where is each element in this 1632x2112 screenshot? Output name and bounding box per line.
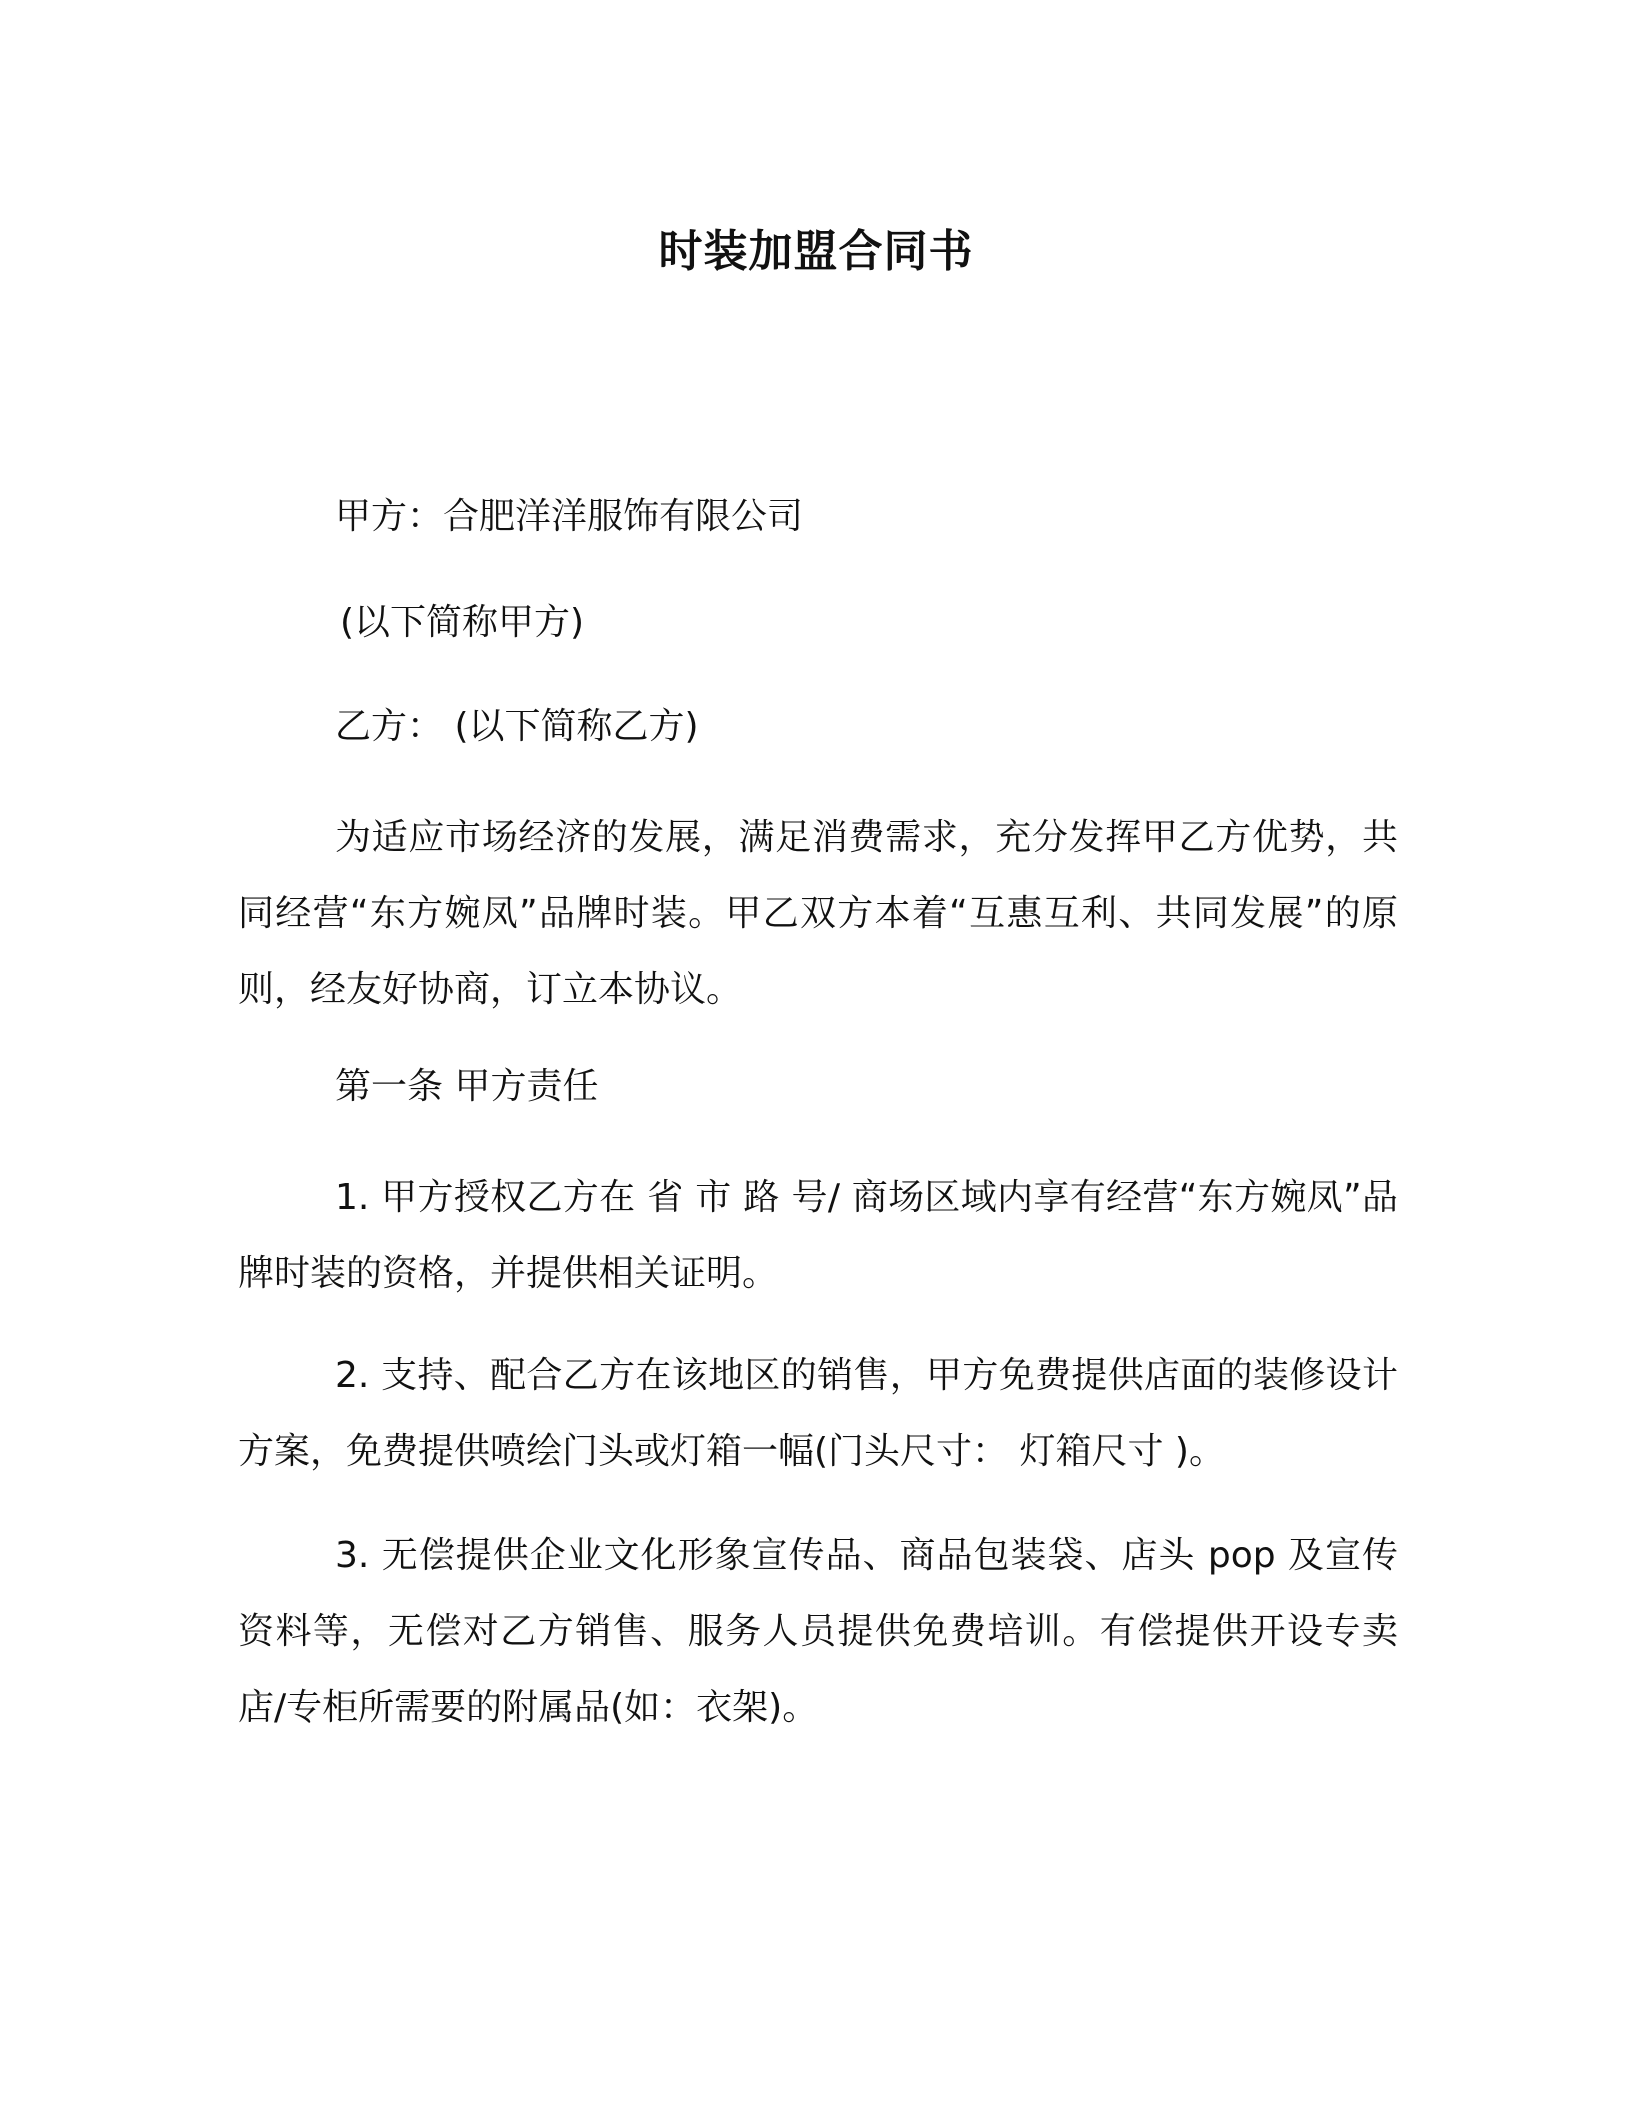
- article-1-heading: 第一条 甲方责任: [335, 1066, 599, 1107]
- clause-1-paragraph: 1. 甲方授权乙方在 省 市 路 号/ 商场区域内享有经营“东方婉凤”品牌时装的资格，并提供相关证明。: [238, 1177, 1398, 1294]
- document-title: 时装加盟合同书: [658, 226, 974, 277]
- clause-2-paragraph: 2. 支持、配合乙方在该地区的销售，甲方免费提供店面的装修设计方案，免费提供喷绘门头或灯箱一幅(门头尺寸： 灯箱尺寸 )。: [238, 1355, 1398, 1472]
- party-a-line: 甲方：合肥洋洋服饰有限公司: [335, 496, 804, 537]
- party-a-short-line: (以下简称甲方): [340, 602, 585, 643]
- clause-3-paragraph: 3. 无偿提供企业文化形象宣传品、商品包装袋、店头 pop 及宣传资料等，无偿对乙方销售、服务人员提供免费培训。有偿提供开设专卖店/专柜所需要的附属品(如：衣架)。: [238, 1535, 1398, 1728]
- preamble-paragraph: 为适应市场经济的发展，满足消费需求，充分发挥甲乙方优势，共同经营“东方婉凤”品牌时装。甲乙双方本着“互惠互利、共同发展”的原则，经友好协商，订立本协议。: [238, 817, 1398, 1010]
- party-b-line: 乙方： (以下简称乙方): [335, 706, 699, 747]
